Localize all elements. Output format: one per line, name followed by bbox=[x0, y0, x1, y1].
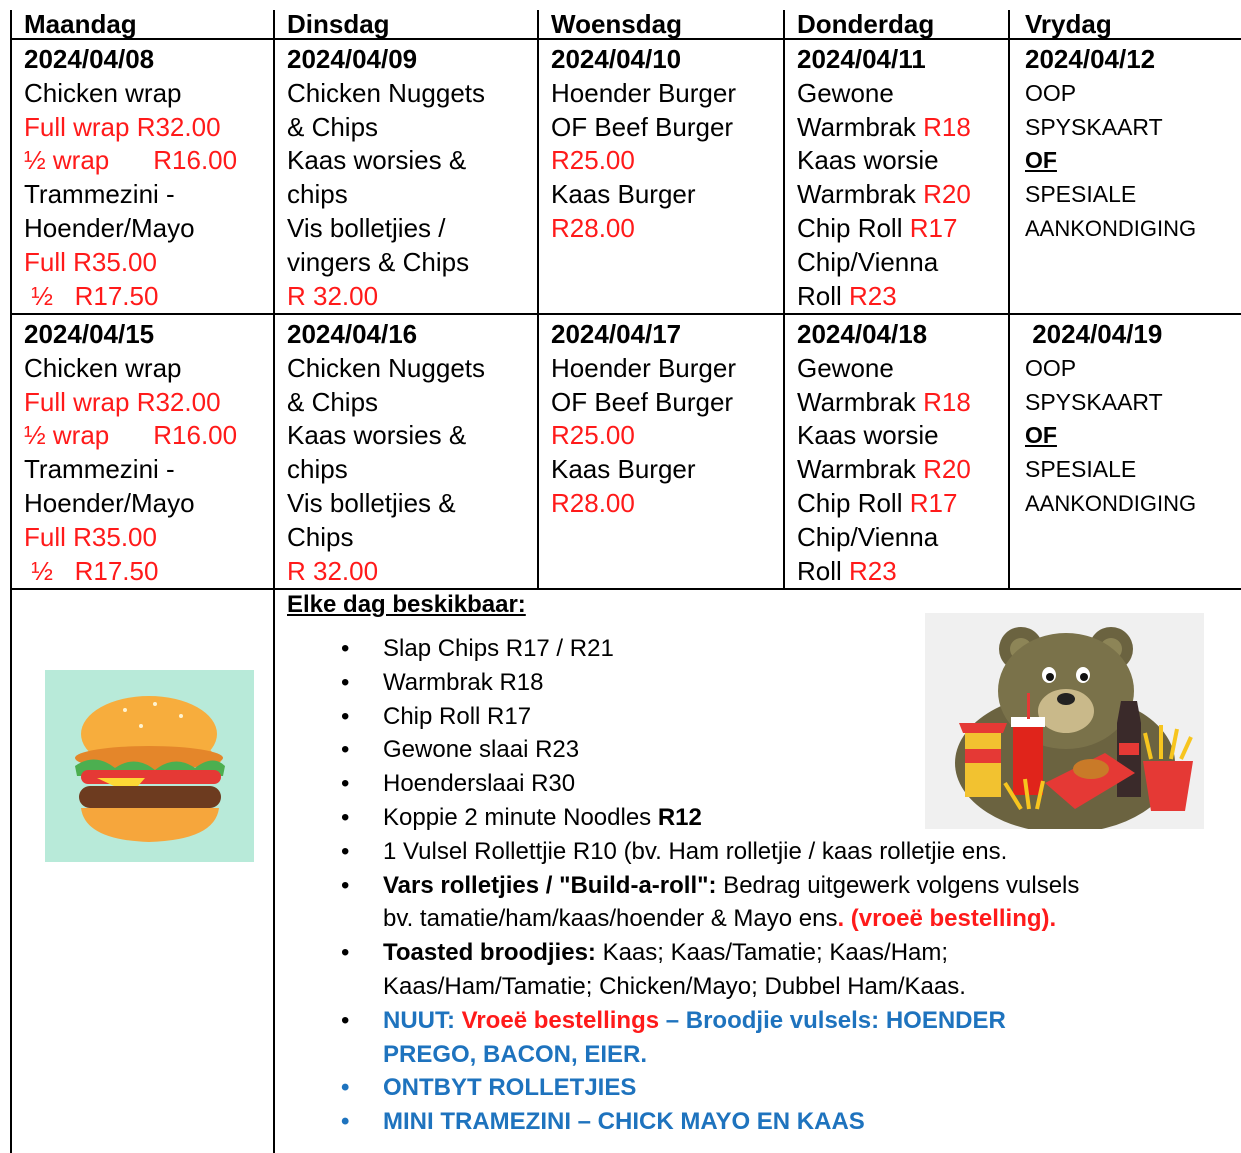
price: R28.00 bbox=[551, 487, 635, 518]
item: Kaas worsies & bbox=[287, 420, 467, 451]
item: Chicken wrap bbox=[24, 352, 182, 383]
item-text: Kaas; Kaas/Tamatie; Kaas/Ham; bbox=[595, 939, 949, 967]
item-text: – Broodjie vulsels: HOENDER bbox=[659, 1006, 1006, 1034]
price: R 32.00 bbox=[287, 555, 379, 586]
header-thursday: Donderdag bbox=[797, 9, 935, 39]
list-item: • Hoenderslaai R30 bbox=[287, 767, 1241, 801]
date: 2024/04/10 bbox=[551, 44, 682, 74]
item-text: Bedrag uitgewerk volgens vulsels bbox=[716, 871, 1080, 899]
date: 2024/04/16 bbox=[287, 319, 418, 349]
item: Chicken wrap bbox=[24, 77, 182, 108]
list-item: • ONTBYT ROLLETJIES bbox=[287, 1071, 1241, 1105]
price-value: R16.00 bbox=[153, 145, 238, 176]
item: Chip/Vienna bbox=[797, 521, 939, 552]
text: OOP bbox=[1025, 79, 1077, 106]
week1-monday bbox=[24, 43, 237, 313]
date: 2024/04/11 bbox=[797, 44, 926, 74]
text: SPYSKAART bbox=[1025, 388, 1163, 415]
item-with-price bbox=[797, 212, 971, 246]
item-with-price bbox=[797, 178, 971, 212]
item: Chips bbox=[287, 521, 354, 552]
price: R 32.00 bbox=[287, 280, 379, 311]
item: Roll bbox=[797, 280, 850, 311]
item-text: Koppie 2 minute Noodles bbox=[383, 803, 658, 831]
item: Gewone bbox=[797, 77, 894, 108]
price bbox=[24, 419, 237, 453]
week1-tuesday bbox=[287, 43, 485, 313]
price: Full wrap R32.00 bbox=[24, 386, 221, 417]
date: 2024/04/12 bbox=[1025, 44, 1156, 74]
price: R18 bbox=[923, 111, 971, 142]
menu-sheet bbox=[10, 10, 1241, 1153]
week2-friday bbox=[1025, 318, 1196, 521]
item: Kaas Burger bbox=[551, 179, 696, 210]
item: chips bbox=[287, 454, 348, 485]
item-title: Toasted broodjies: bbox=[383, 939, 596, 967]
daily-title: Elke dag beskikbaar: bbox=[287, 591, 526, 618]
item-with-price bbox=[797, 453, 971, 487]
item: Kaas worsie bbox=[797, 145, 939, 176]
text: OOP bbox=[1025, 354, 1077, 381]
item-with-price bbox=[797, 386, 971, 420]
price: Full R35.00 bbox=[24, 246, 157, 277]
header-friday: Vrydag bbox=[1025, 9, 1112, 39]
item: Chicken Nuggets bbox=[287, 352, 485, 383]
item-text: Kaas/Ham/Tamatie; Chicken/Mayo; Dubbel Ham/Kaas. bbox=[383, 972, 966, 1000]
text: SPYSKAART bbox=[1025, 113, 1163, 140]
week2-monday bbox=[24, 318, 237, 588]
item: chips bbox=[287, 179, 348, 210]
text: SPESIALE bbox=[1025, 181, 1137, 208]
date: 2024/04/18 bbox=[797, 319, 928, 349]
item: Gewone bbox=[797, 352, 894, 383]
item-text: PREGO, BACON, EIER. bbox=[383, 1040, 648, 1068]
week1-wednesday bbox=[551, 43, 736, 246]
list-item bbox=[287, 801, 1241, 835]
date: 2024/04/08 bbox=[24, 44, 155, 74]
item-with-price bbox=[797, 555, 971, 589]
item-price: R12 bbox=[657, 803, 702, 831]
date: 2024/04/17 bbox=[551, 319, 682, 349]
price: Full R35.00 bbox=[24, 521, 157, 552]
week1-friday bbox=[1025, 43, 1196, 246]
price: R28.00 bbox=[551, 212, 635, 243]
item: Roll bbox=[797, 555, 850, 586]
item: Kaas Burger bbox=[551, 454, 696, 485]
item: Vis bolletjies / bbox=[287, 212, 446, 243]
item-title: Vars rolletjies / "Build-a-roll": bbox=[383, 871, 717, 899]
price-value: R16.00 bbox=[153, 420, 238, 451]
price-label: ½ wrap bbox=[24, 145, 110, 176]
item: Trammezini - bbox=[24, 454, 175, 485]
item: Warmbrak bbox=[797, 386, 924, 417]
new-label: NUUT: bbox=[383, 1006, 462, 1034]
text: OF bbox=[1025, 147, 1057, 174]
item-with-price bbox=[797, 111, 971, 145]
list-item bbox=[287, 869, 1241, 937]
list-item: • Chip Roll R17 bbox=[287, 700, 1241, 734]
header-wednesday: Woensdag bbox=[551, 9, 682, 39]
item: Hoender/Mayo bbox=[24, 212, 195, 243]
item: Hoender/Mayo bbox=[24, 487, 195, 518]
list-item bbox=[287, 1004, 1241, 1072]
item: Hoender Burger bbox=[551, 352, 736, 383]
week2-wednesday bbox=[551, 318, 736, 521]
list-item bbox=[287, 936, 1241, 1004]
price: R25.00 bbox=[551, 145, 635, 176]
price: Full wrap R32.00 bbox=[24, 111, 221, 142]
week2-thursday bbox=[797, 318, 971, 588]
list-item: • Warmbrak R18 bbox=[287, 666, 1241, 700]
list-item: • Slap Chips R17 / R21 bbox=[287, 632, 1241, 666]
item: Warmbrak bbox=[797, 454, 924, 485]
price: R23 bbox=[849, 280, 897, 311]
item: & Chips bbox=[287, 386, 379, 417]
item: OF Beef Burger bbox=[551, 386, 734, 417]
item: vingers & Chips bbox=[287, 246, 470, 277]
item: Kaas worsie bbox=[797, 420, 939, 451]
price-label: ½ wrap bbox=[24, 420, 110, 451]
price bbox=[24, 144, 237, 178]
price: ½ R17.50 bbox=[24, 555, 159, 586]
item: & Chips bbox=[287, 111, 379, 142]
item: OF Beef Burger bbox=[551, 111, 734, 142]
text: OF bbox=[1025, 422, 1057, 449]
item: Warmbrak bbox=[797, 179, 924, 210]
item: Kaas worsies & bbox=[287, 145, 467, 176]
week1-thursday bbox=[797, 43, 971, 313]
price: R23 bbox=[849, 555, 897, 586]
col-rule-3 bbox=[783, 10, 785, 588]
item-note: . (vroeë bestelling). bbox=[837, 905, 1057, 933]
col-rule-0 bbox=[10, 10, 12, 1153]
header-tuesday: Dinsdag bbox=[287, 9, 390, 39]
item-note: Vroeë bestellings bbox=[461, 1006, 660, 1034]
list-item: • Gewone slaai R23 bbox=[287, 733, 1241, 767]
text: AANKONDIGING bbox=[1025, 215, 1197, 241]
price: ½ R17.50 bbox=[24, 280, 159, 311]
col-rule-1 bbox=[273, 10, 275, 1153]
text: SPESIALE bbox=[1025, 456, 1137, 483]
header-monday: Maandag bbox=[24, 9, 137, 39]
daily-items-list bbox=[287, 632, 1241, 1139]
item-with-price bbox=[797, 280, 971, 314]
item-with-price bbox=[797, 487, 971, 521]
price: R17 bbox=[909, 212, 958, 243]
item: Chip Roll bbox=[797, 212, 910, 243]
price: R17 bbox=[909, 487, 958, 518]
list-item: • MINI TRAMEZINI – CHICK MAYO EN KAAS bbox=[287, 1105, 1241, 1139]
burger-illustration bbox=[45, 670, 254, 862]
price: R20 bbox=[923, 454, 971, 485]
item-text: bv. tamatie/ham/kaas/hoender & Mayo ens bbox=[383, 905, 838, 933]
date: 2024/04/19 bbox=[1025, 319, 1163, 349]
item: Hoender Burger bbox=[551, 77, 736, 108]
item: Chip/Vienna bbox=[797, 246, 939, 277]
col-rule-2 bbox=[537, 10, 539, 588]
item: Vis bolletjies & bbox=[287, 487, 456, 518]
item: Chip Roll bbox=[797, 487, 910, 518]
date: 2024/04/15 bbox=[24, 319, 155, 349]
col-rule-4 bbox=[1008, 10, 1010, 588]
item: Trammezini - bbox=[24, 179, 175, 210]
item: Chicken Nuggets bbox=[287, 77, 485, 108]
price: R25.00 bbox=[551, 420, 635, 451]
list-item: • 1 Vulsel Rollettjie R10 (bv. Ham rolletjie / kaas rolletjie ens. bbox=[287, 835, 1241, 869]
price: R18 bbox=[923, 386, 971, 417]
text: AANKONDIGING bbox=[1025, 490, 1197, 516]
price: R20 bbox=[923, 179, 971, 210]
item: Warmbrak bbox=[797, 111, 924, 142]
date: 2024/04/09 bbox=[287, 44, 418, 74]
week2-tuesday bbox=[287, 318, 485, 588]
